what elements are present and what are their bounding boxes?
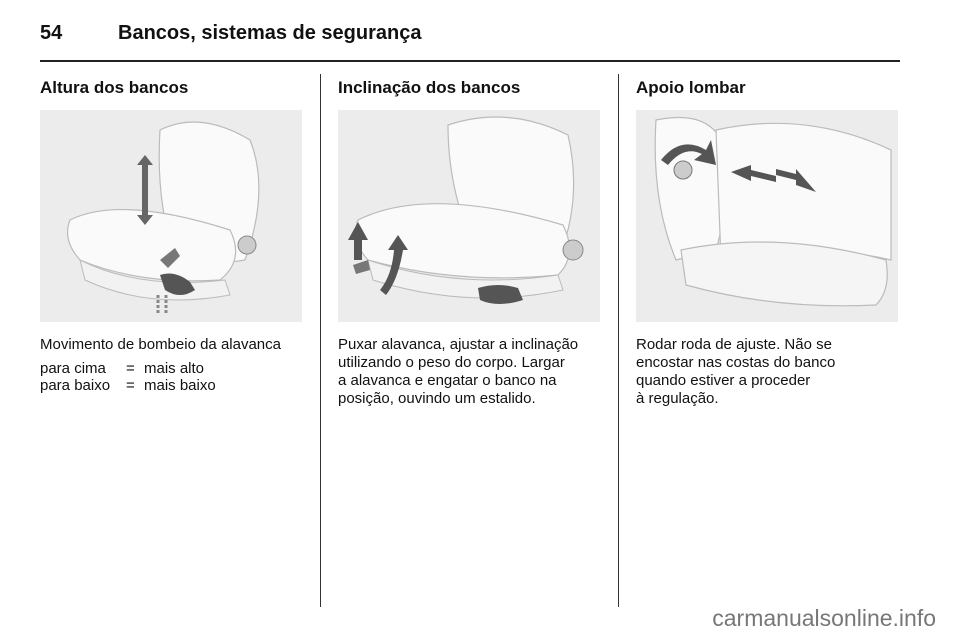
definition-row [40, 360, 302, 377]
definition-term: para cima [40, 360, 106, 377]
section-title: Apoio lombar [636, 78, 746, 97]
column-divider [618, 74, 619, 607]
page-header [40, 18, 900, 52]
header-divider [40, 60, 900, 62]
text-line: Puxar alavanca, ajustar a inclinação [338, 336, 579, 353]
text-line: utilizando o peso do corpo. Largar [338, 354, 565, 371]
definition-separator: = [126, 377, 135, 394]
definition-row [40, 377, 302, 394]
column-divider [320, 74, 321, 607]
section-seat-height [40, 74, 302, 394]
text-line: Rodar roda de ajuste. Não se [636, 336, 832, 353]
section-title: Inclinação dos bancos [338, 78, 521, 97]
definition-meaning: mais alto [144, 360, 205, 377]
section-title: Altura dos bancos [40, 78, 189, 97]
text-line: a alavanca e engatar o banco na [338, 372, 557, 389]
section-text [338, 336, 600, 408]
lumbar-support-illustration [636, 110, 898, 322]
definition-meaning: mais baixo [144, 377, 216, 394]
text-line: à regulação. [636, 390, 719, 407]
section-text [636, 336, 898, 408]
text-line: encostar nas costas do banco [636, 354, 836, 371]
definition-term: para baixo [40, 377, 111, 394]
watermark: carmanualsonline.info [712, 605, 936, 631]
text-line: quando estiver a proceder [636, 372, 811, 389]
chapter-title: Bancos, sistemas de segurança [118, 22, 422, 44]
section-lumbar-support [636, 74, 898, 408]
section-text: Movimento de bombeio da alavanca [40, 336, 281, 353]
page-number: 54 [40, 22, 63, 44]
definition-separator: = [126, 360, 135, 377]
seat-height-illustration [40, 110, 302, 322]
seat-tilt-illustration [338, 110, 600, 322]
text-line: posição, ouvindo um estalido. [338, 390, 536, 407]
section-seat-tilt [338, 74, 600, 408]
